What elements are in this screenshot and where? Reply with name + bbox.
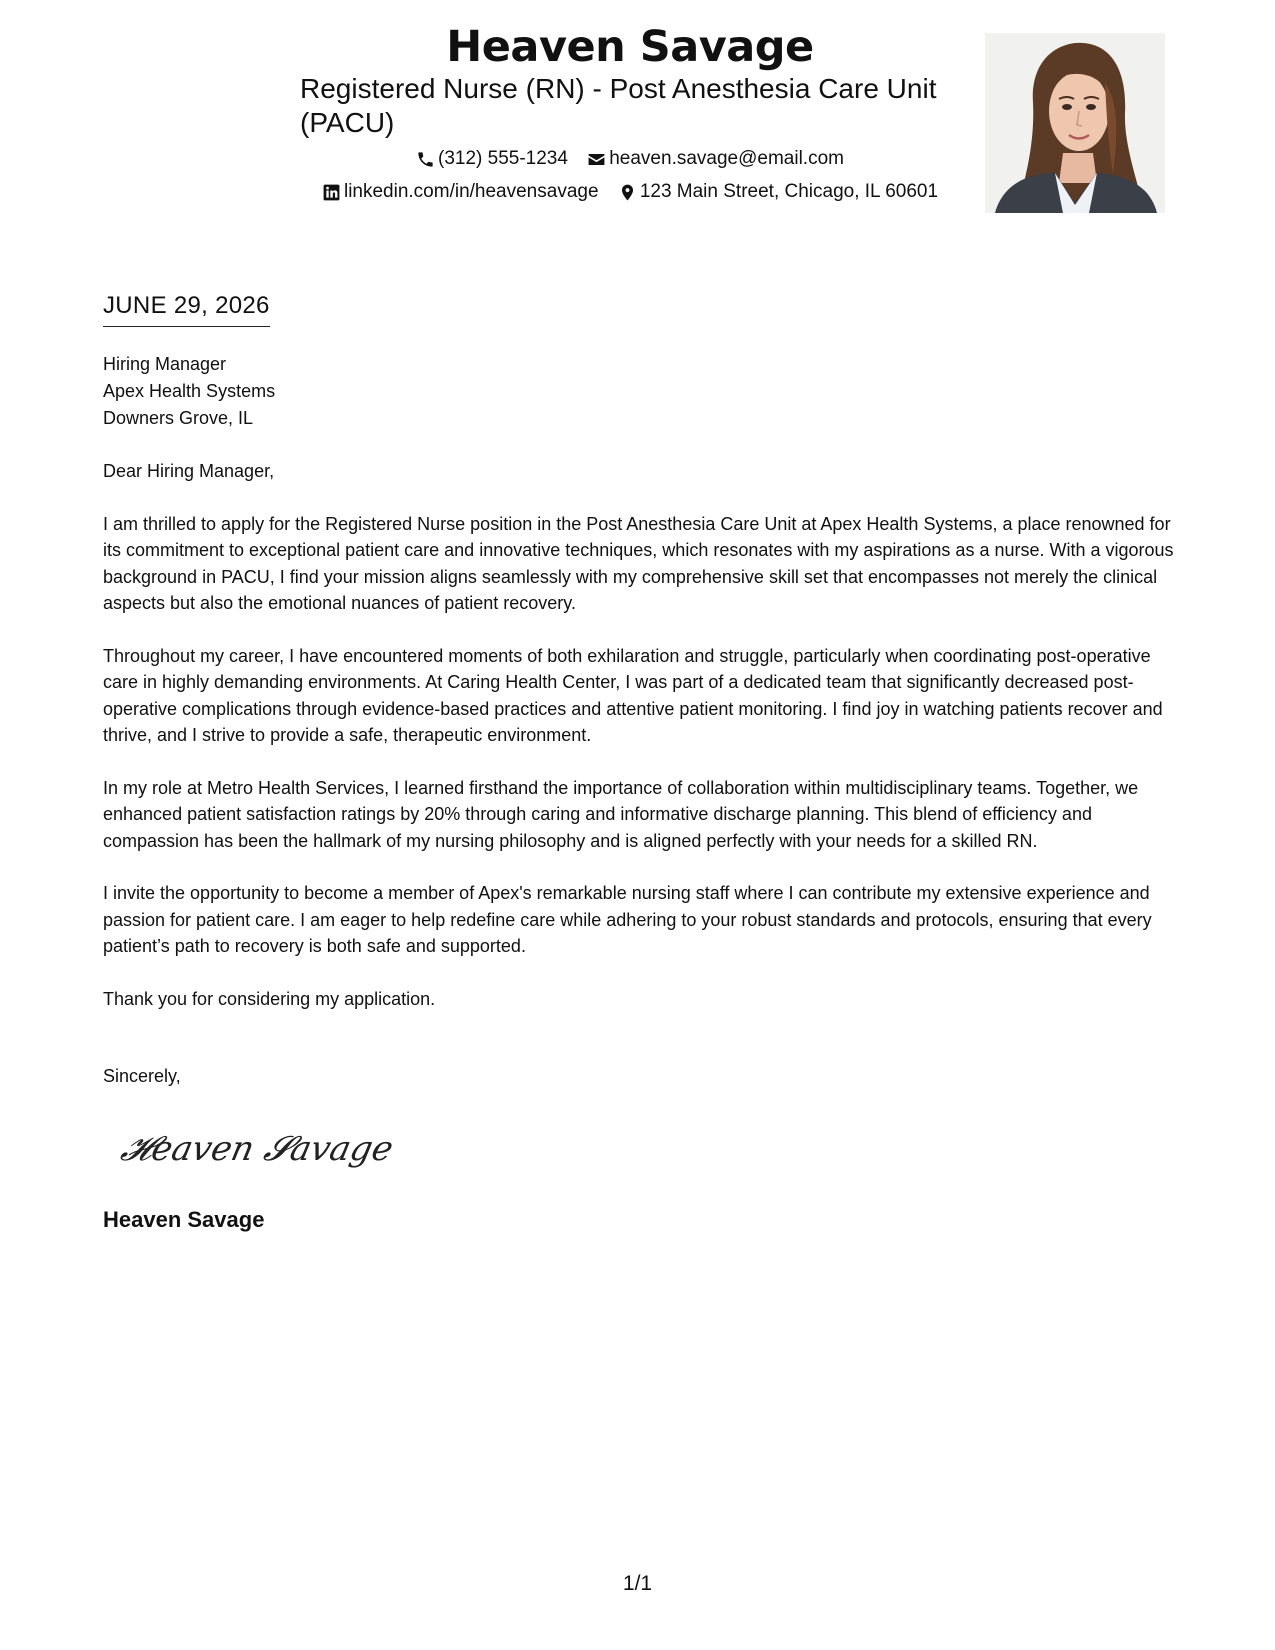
email-text[interactable]: heaven.savage@email.com bbox=[609, 148, 844, 169]
portrait-image bbox=[985, 33, 1165, 213]
profile-photo bbox=[985, 33, 1165, 213]
job-title: Registered Nurse (RN) - Post Anesthesia Care Unit (PACU) bbox=[300, 73, 937, 138]
recipient-company: Apex Health Systems bbox=[103, 381, 276, 401]
contact-row-1 bbox=[300, 148, 960, 175]
contact-address bbox=[618, 181, 938, 203]
page-number: 1/1 bbox=[622, 1572, 653, 1595]
recipient-location: Downers Grove, IL bbox=[103, 408, 254, 428]
envelope-icon bbox=[587, 150, 606, 169]
body-paragraph: Thank you for considering my application. bbox=[103, 988, 436, 1009]
recipient-title: Hiring Manager bbox=[103, 354, 227, 374]
letter-date: JUNE 29, 2026 bbox=[103, 292, 270, 327]
address-text: 123 Main Street, Chicago, IL 60601 bbox=[639, 181, 939, 202]
phone-text: (312) 555-1234 bbox=[438, 148, 568, 169]
map-pin-icon bbox=[618, 183, 637, 202]
linkedin-text[interactable]: linkedin.com/in/heavensavage bbox=[343, 181, 599, 202]
contact-linkedin[interactable] bbox=[322, 181, 599, 203]
closing: Sincerely, bbox=[103, 1066, 181, 1086]
contact-phone bbox=[416, 148, 568, 170]
linkedin-icon bbox=[322, 183, 341, 202]
contact-row-2 bbox=[300, 181, 960, 208]
signer-name: Heaven Savage bbox=[103, 1207, 265, 1232]
applicant-name: Heaven Savage bbox=[446, 22, 814, 72]
contact-email[interactable] bbox=[587, 148, 844, 170]
signature-image bbox=[117, 1118, 397, 1178]
salutation: Dear Hiring Manager, bbox=[103, 461, 275, 481]
phone-icon bbox=[416, 150, 435, 169]
letter-body bbox=[103, 458, 1183, 1038]
handwritten-signature bbox=[117, 1118, 397, 1178]
body-paragraph: Throughout my career, I have encountered moments of both exhilaration and struggle, particularly when coordinating post-operative care in highly demanding environments. At Caring Health Center, I was part of a dedicated team that significantly decreased post-operative complications through evidence-based practices and attentive patient monitoring. I find joy in watching patients recover and thrive, and I strive to provide a safe, therapeutic environment. bbox=[103, 645, 1163, 745]
signature-glyphs: 𝓗eaven 𝓢avage bbox=[117, 1129, 397, 1169]
body-paragraph: I am thrilled to apply for the Registered Nurse position in the Post Anesthesia Care Unit at Apex Health Systems, a place renowned for its commitment to exceptional patient care and innovative techniques, which resonates with my aspirations as a nurse. With a vigorous background in PACU, I find your mission aligns seamlessly with my comprehensive skill set that encompasses not merely the clinical aspects but also the emotional nuances of patient recovery. bbox=[103, 513, 1174, 613]
body-paragraph: I invite the opportunity to become a member of Apex's remarkable nursing staff where I can contribute my extensive experience and passion for patient care. I am eager to help redefine care while adhering to your robust standards and protocols, ensuring that every patient’s path to recovery is both safe and supported. bbox=[103, 883, 1152, 956]
body-paragraph: In my role at Metro Health Services, I learned firsthand the importance of collaboration within multidisciplinary teams. Together, we enhanced patient satisfaction ratings by 20% through caring and informative discharge planning. This blend of efficiency and compassion has been the hallmark of my nursing philosophy and is aligned perfectly with your needs for a skilled RN. bbox=[103, 777, 1139, 851]
letter-header bbox=[0, 0, 1275, 240]
recipient-block bbox=[103, 351, 275, 432]
